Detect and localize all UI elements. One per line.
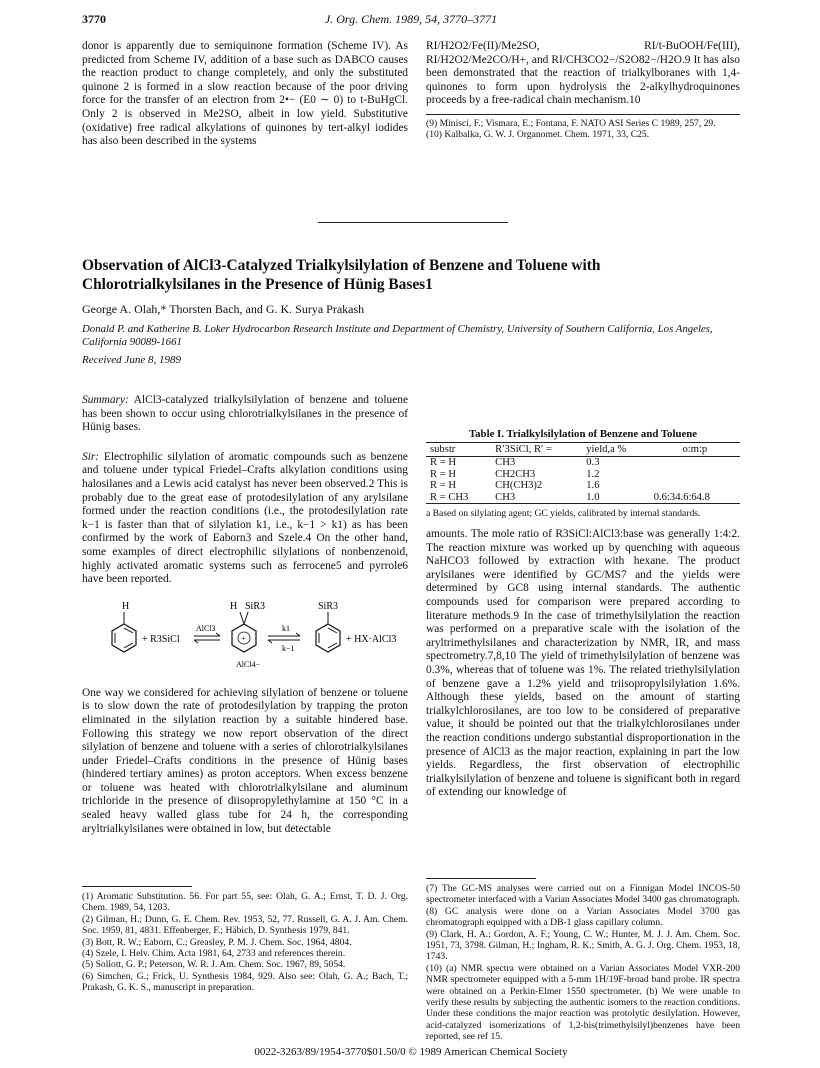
footnote-8: (8) GC analysis were done on a Varian Associates Model 3700 gas chromatograph equipped with a DB-1 glass capillary column. [426,905,740,929]
footnote-rule [426,878,536,879]
prev-article-right-text: RI/H2O2/Fe(II)/Me2SO, RI/t-BuOOH/Fe(III), RI/H2O2/Me2CO/H+, and RI/CH3CO2−/S2O82−/H2O.9 It has also been demonstrated that the reaction of trialkylboranes with 1,4-quinones to form upon hydrolysis the 2-alkylhydroquinones proceeds by a free-radical chain mechanism.10 [426,40,740,107]
page-number: 3770 [82,12,106,26]
table-cell: 1.6 [586,480,600,492]
table-cell: 1.2 [586,468,600,480]
table-1 [426,428,740,520]
running-header [82,12,740,28]
results-paragraph: amounts. The mole ratio of R3SiCl:AlCl3:base was generally 1:4:2. The reaction mixture was worked up by quenching with aqueous NaHCO3 followed by extraction with hexane. The product arylsilanes were identified by GC/MS7 and the yields were determined by GC8 using internal standards. The authentic compounds used for comparison were prepared according to literature methods.9 In the case of trimethylsilylation the reaction was performed on a preparative scale with the isolation of the aryltrimethylsilanes and characterization by NMR, IR, and mass spectrometry.7,8,10 The yield of trimethylsilylation of benzene was 0.3%, whereas that of toluene was 1%. The related triethylsilylation of benzene gave a 1.2% yield and triisopropylsilylation 1.6%. Although these yields, based on the amount of starting trialkylchlorosilanes, are too low to be considered of preparative value, it should be pointed out that the trialkylchlorosilanes under the reaction conditions undergo substantial disproportionation in the presence of AlCl3 as the major reaction, explaining in part the low yields. Regardless, the first observation of electrophilic trialkylsilylation of benzene and toluene is significant both in regard of extending our knowledge of [426,528,740,799]
article-header [82,256,740,366]
received-date: Received June 8, 1989 [82,354,181,366]
footnote-7: (7) The GC-MS analyses were carried out on a Finnigan Model INCOS-50 spectrometer interfaced with a Varian Associates Model 3400 gas chromatograph. [426,883,740,906]
scheme-h-label: H [122,600,130,612]
sir-paragraph [82,451,408,587]
table-cell: CH2CH3 [495,468,536,480]
table-cell: CH(CH3)2 [495,480,543,492]
table-cell: R = H [430,457,456,468]
scheme-byproduct: + HX·AlCl3 [346,633,397,645]
summary-text: AlCl3-catalyzed trialkylsilylation of benzene and toluene has been shown to occur using chlorotrialkylsilanes in the presence of Hünig bases. [82,394,408,434]
scheme-catalyst: AlCl3 [196,623,216,633]
summary-label: Summary: [82,394,129,406]
table-footnote: a Based on silylating agent; GC yields, calibrated by internal standards. [426,508,701,520]
left-column [82,394,408,836]
table-cell [650,469,740,481]
prev-article-left-text: donor is apparently due to semiquinone formation (Scheme IV). As predicted from Scheme IV, addition of a base such as DABCO causes the reaction product to change completely, and only the substituted quinone 2 is formed in a slow reaction because of the poor driving force for the transfer of an electron from 2•− (E0 ∼ 0) to t-BuHgCl. Only 2 is observed in Me2SO, albeit in low yield. Substitutive (oxidative) free radical alkylations of quinones by tert-alkyl iodides has also been described in the systems [82,40,408,148]
authors: George A. Olah,* Thorsten Bach, and G. K. Surya Prakash [82,302,365,316]
table-cell: 1.0 [586,491,600,503]
sir-text: Electrophilic silylation of aromatic compounds such as benzene and toluene under typical Friedel–Crafts alkylation conditions using halosilanes and a Lewis acid catalyst has never been observed.2 This is probably due to the great ease of protodesilylation of any arylsilane formed under the reaction conditions (i.e., the protodesilylation rate k−1 is faster than that of silylation k1, i.e., k−1 > k1) as has been confirmed by the work of Eaborn3 and Szele.4 On the other hand, some examples of direct electrophilic silylations of nonbenzenoid, highly activated aromatic systems such as ferrocene5 and pyrrole6 have been reported. [82,450,408,586]
table-header-cell: yield,a % [586,444,627,455]
table-header-row [426,443,740,457]
scheme-reagent: + R3SiCl [142,633,180,645]
scheme-product-sir3: SiR3 [318,600,339,612]
scheme-k1: k1 [282,623,290,633]
table-header-cell: R′3SiCl, R′ = [495,444,552,455]
journal-citation: J. Org. Chem. 1989, 54, 3770–3771 [324,12,498,26]
table-row [426,480,740,492]
footnote-2: (2) Gilman, H.; Dunn, G. E. Chem. Rev. 1953, 52, 77. Russell, G. A. J. Am. Chem. Soc. 1959, 81, 4831. Effenberger, F.; Häbich, D. Synthesis 1979, 841. [82,913,408,937]
scheme-k-minus1: k−1 [282,643,295,653]
table-cell [650,457,740,469]
right-column [426,528,740,800]
strategy-paragraph: One way we considered for achieving silylation of benzene or toluene is to slow down the rate of protodesilylation by trapping the proton eliminated in the silylation reaction by a suitable hindered base. Following this strategy we now report observation of the direct silylation of benzene and toluene with a series of chlorotrialkylsilanes under Friedel–Crafts conditions in the presence of Hünig bases (hindered tertiary amines) as proton acceptors. When excess benzene or toluene was heated with chlorotrialkylsilane and aluminum trichloride in the presence of diisopropylethylamine at 150 °C in a sealed heavy walled glass tube for 24 h, the corresponding aryltrialkylsilanes were obtained in low, but detectable [82,686,408,835]
summary-paragraph [82,394,408,435]
article-title: Observation of AlCl3-Catalyzed Trialkylsilylation of Benzene and Toluene with Chlorotrialkylsilanes in the Presence of Hünig Bases1 [82,257,601,293]
table-cell: R = CH3 [430,491,469,503]
article-separator [318,222,508,223]
footnote-9: (9) Clark, H. A.; Gordon, A. F.; Young, C. W.; Hunter, M. J. J. Am. Chem. Soc. 1951, 73, 3798. Gilman, H.; Ingham, R. K.; Smith, A. G. J. Org. Chem. 1953, 18, 1743. [426,928,740,963]
table-header-cell: substr [430,444,456,455]
scheme-mid-h: H [230,600,238,612]
scheme-mid-sir3: SiR3 [245,600,266,612]
reaction-scheme [82,595,408,675]
yield-table [426,442,740,504]
prev-footnote-9: (9) Minisci, F.; Vismara, E.; Fontana, F. NATO ASI Series C 1989, 257, 29. [426,117,716,129]
table-row [426,469,740,481]
page-footer: 0022-3263/89/1954-3770$01.50/0 © 1989 American Chemical Society [254,1046,568,1058]
scheme-counterion: AlCl4− [236,659,261,669]
table-row [426,492,740,504]
affiliation: Donald P. and Katherine B. Loker Hydrocarbon Research Institute and Department of Chemistry, University of Southern California, Los Angeles, California 90089-1661 [82,323,713,348]
svg-text:+: + [241,633,246,643]
table-cell: R = H [430,480,456,492]
table-cell: CH3 [495,491,516,503]
footnote-5: (5) Sollott, G. P.; Peterson, W. R. J. Am. Chem. Soc. 1967, 89, 5054. [82,959,346,971]
table-row [426,457,740,469]
footnote-1: (1) Aromatic Substitution. 56. For part 55, see: Olah, G. A.; Ernst, T. D. J. Org. Chem. 1989, 54, 1203. [82,891,408,914]
footnote-3: (3) Bott, R. W.; Eaborn, C.; Greasley, P. M. J. Chem. Soc. 1964, 4804. [82,936,352,948]
table-cell: R = H [430,468,456,480]
table-cell [650,480,740,492]
footnote-rule [426,114,740,115]
footnote-10: (10) (a) NMR spectra were obtained on a Varian Associates Model VXR-200 NMR spectrometer equipped with a 5-mm 1H/19F-broad band probe. IR spectra were obtained on a Perkin-Elmer 1550 spectrometer. (b) We were unable to verify these results by subjecting the authentic isomers to the reaction conditions. Under these conditions the major reaction was protolytic desilylation. However, acid-catalyzed isomerizations of 1,2-bis(trimethylsilyl)benzenes have been reported, see ref 15. [426,962,740,1043]
table-cell: 0.6:34.6:64.8 [653,491,710,503]
footnote-rule [82,886,192,887]
table-cell: CH3 [495,457,516,468]
table-caption: Table I. Trialkylsilylation of Benzene and Toluene [468,428,698,440]
footnotes-left [82,886,408,994]
prev-article-left [82,40,408,149]
footnotes-right [426,878,740,1043]
footnote-6: (6) Simchen, G.; Frick, U. Synthesis 1984, 929. Also see: Olah, G. A.; Bach, T.; Prakash, G. K. S., manuscript in preparation. [82,970,408,994]
table-cell: 0.3 [586,457,600,468]
prev-footnote-10: (10) Kalbalka, G. W. J. Organomet. Chem. 1971, 33, C25. [426,129,650,141]
footnote-4: (4) Szele, I. Helv. Chim. Acta 1981, 64, 2733 and references therein. [82,948,346,960]
table-header-cell: o:m:p [682,444,708,455]
sir-label: Sir: [82,450,100,463]
prev-article-right [426,40,740,141]
